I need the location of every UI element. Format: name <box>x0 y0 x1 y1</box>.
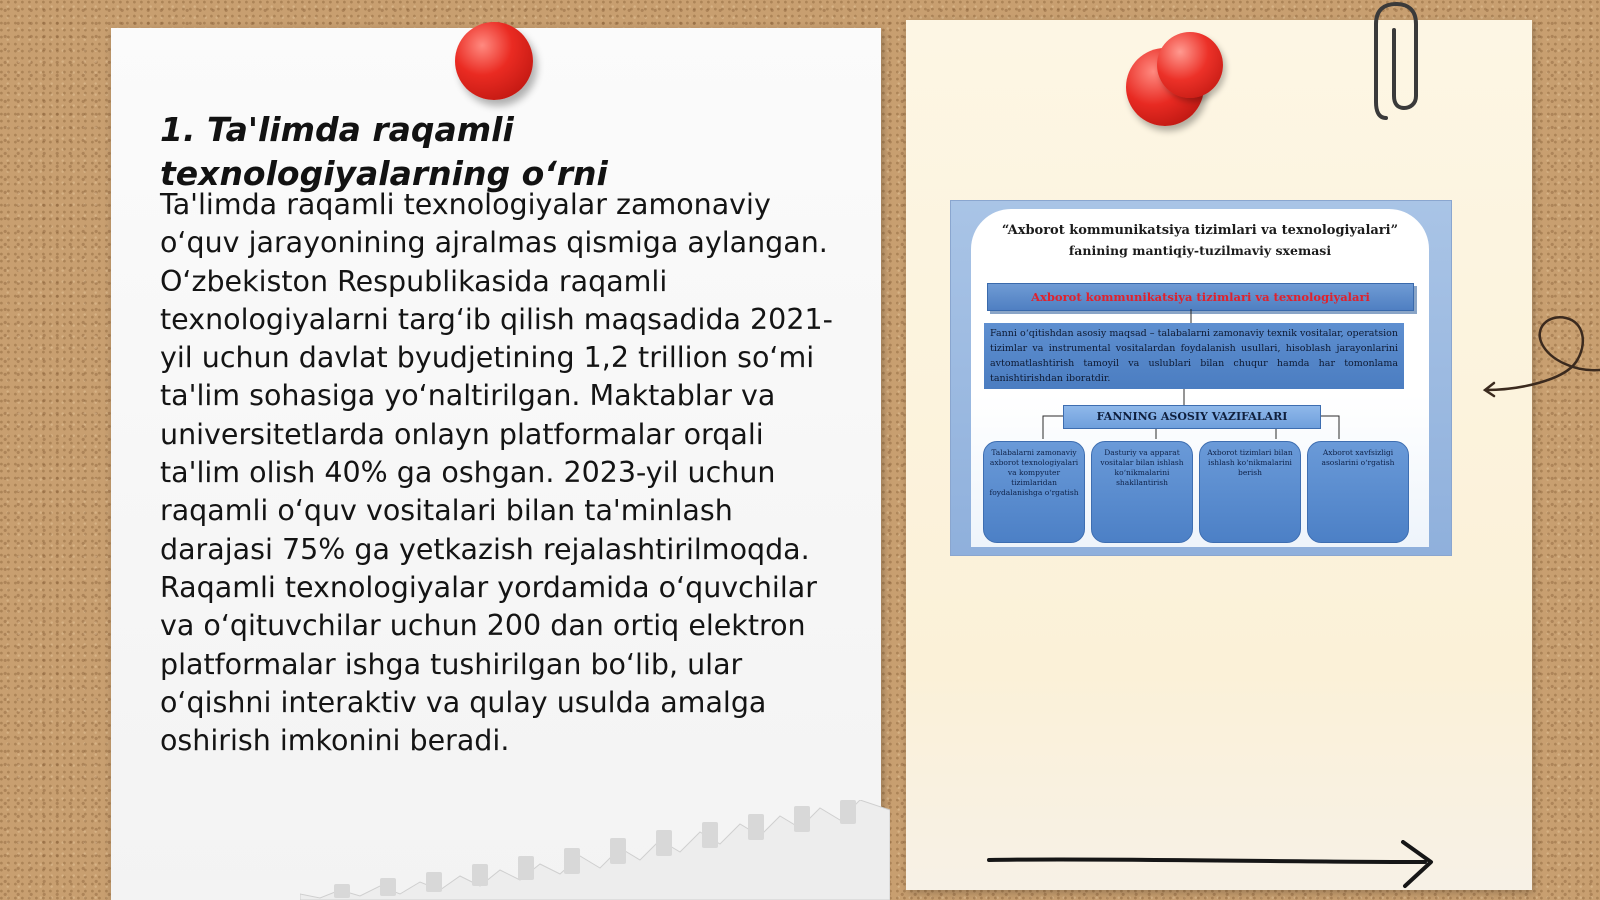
red-push-pin-small <box>1157 32 1223 98</box>
next-arrow-icon[interactable] <box>985 840 1445 890</box>
diagram-task-box: Axborot xavfsizligi asoslarini o‘rgatish <box>1307 441 1409 543</box>
paperclip-icon <box>1372 0 1422 125</box>
red-push-pin <box>455 22 533 100</box>
torn-paper-edge <box>300 800 890 900</box>
diagram-subtitle: fanining mantiqiy-tuzilmaviy sxemasi <box>1068 243 1332 258</box>
slide-title: 1. Ta'limda raqamli texnologiyalarning o‘rni <box>160 110 608 193</box>
diagram-banner: Axborot kommunikatsiya tizimlari va texnologiyalari <box>987 283 1414 311</box>
diagram-description: Fanni o‘qitishdan asosiy maqsad – talabalarni zamonaviy texnik vositalar, operatsion tizimlar va instrumental vositalardan foydalanish usullari, hisoblash jarayonlarini avtomatlashtirish tamoyil va uslublari bilan chuqur hamda har tomonlama tanishtirishdan iboratdir. <box>984 323 1404 389</box>
slide-body-text: Ta'limda raqamli texnologiyalar zamonaviy o‘quv jarayonining ajralmas qismiga aylangan. O‘zbekiston Respublikasida raqamli texnologiyalarni targ‘ib qilish maqsadida 2021-yil uchun davlat byudjetining 1,2 trillion so‘mi ta'lim sohasiga yo‘naltirilgan. Maktablar va universitetlarda onlayn platformalar orqali ta'lim olish 40% ga oshgan. 2023-yil uchun raqamli o‘quv vositalari bilan ta'minlash darajasi 75% ga yetkazish rejalashtirilmoqda. Raqamli texnologiyalar yordamida o‘quvchilar va o‘qituvchilar uchun 200 dan ortiq elektron platformalar ishga tushirilgan bo‘lib, ular o‘qishni interaktiv va qulay usulda amalga oshirish imkonini beradi. <box>160 188 833 758</box>
diagram-panel <box>971 209 1429 547</box>
diagram-task-box: Axborot tizimlari bilan ishlash ko‘nikmalarini berish <box>1199 441 1301 543</box>
curl-arrow-doodle <box>1480 310 1600 410</box>
diagram-task-box: Talabalarni zamonaviy axborot texnologiyalari va kompyuter tizimlaridan foydalanishga o‘rgatish <box>983 441 1085 543</box>
diagram-tasks-header: FANNING ASOSIY VAZIFALARI <box>1063 405 1321 429</box>
diagram-task-box: Dasturiy va apparat vositalar bilan ishlash ko‘nikmalarini shakllantirish <box>1091 441 1193 543</box>
diagram-title: “Axborot kommunikatsiya tizimlari va texnologiyalari” <box>1001 223 1399 238</box>
logical-structure-diagram <box>950 200 1452 556</box>
